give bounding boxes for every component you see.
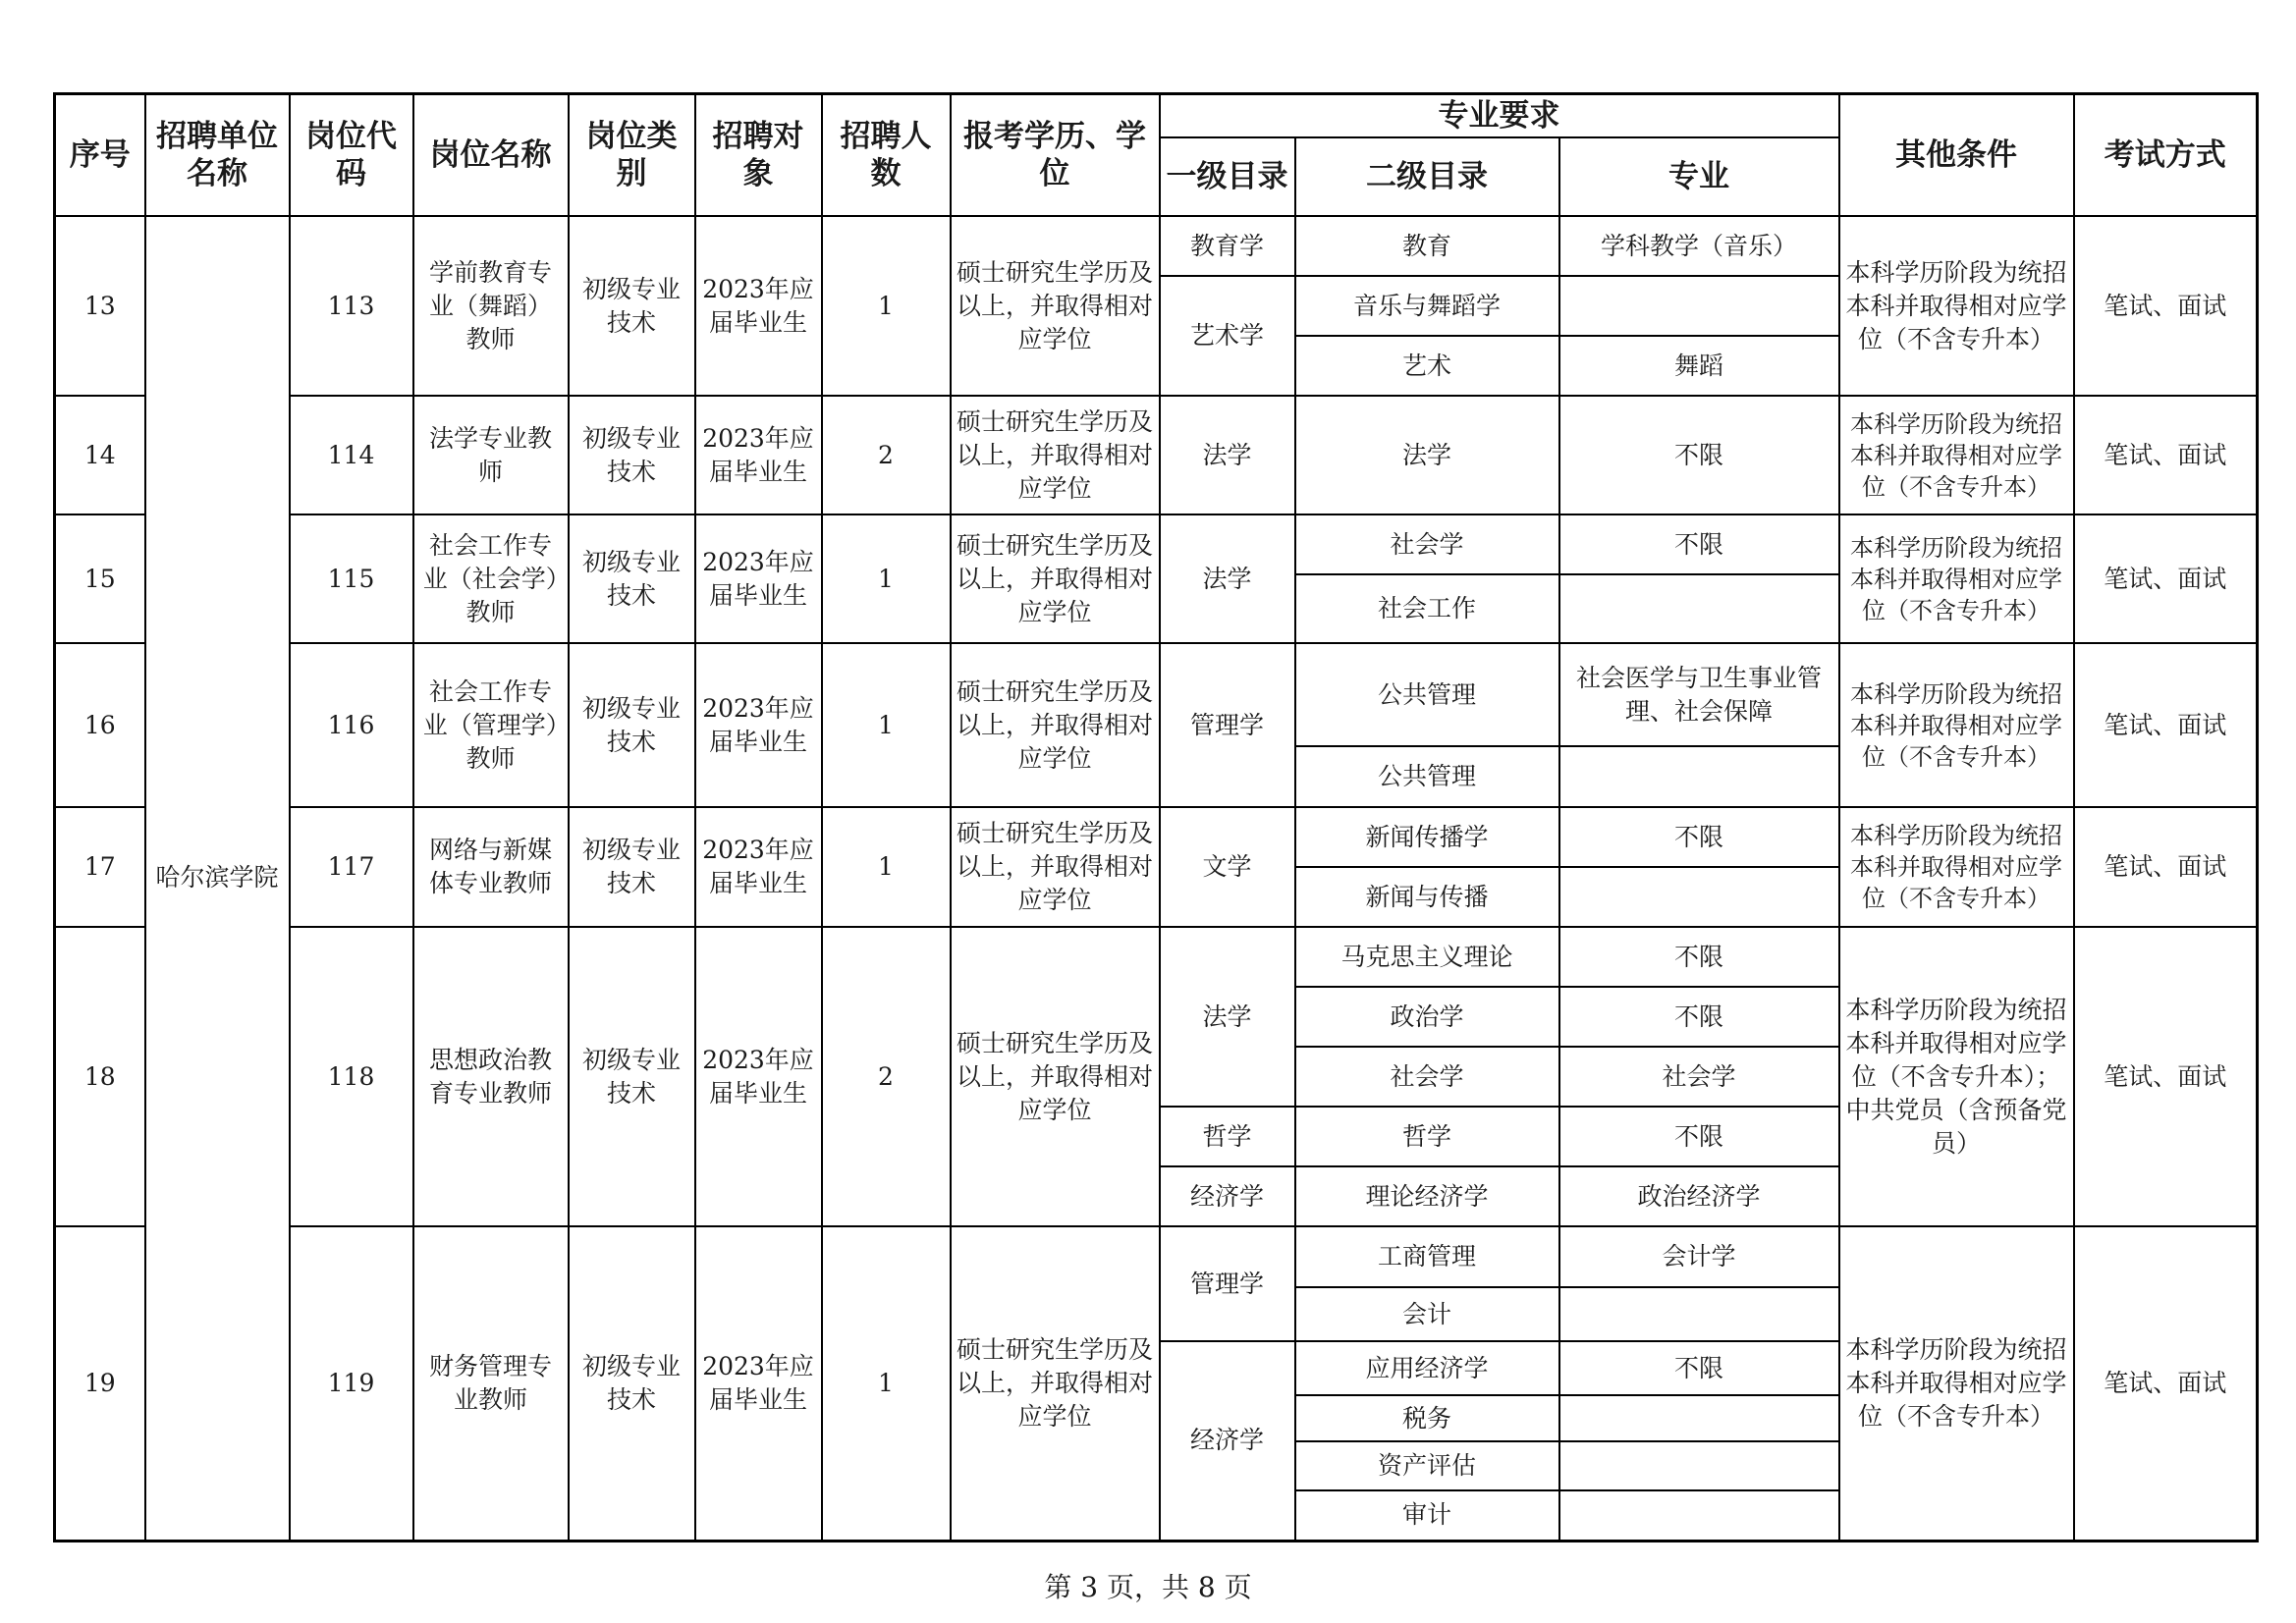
major-cell: 不限 <box>1559 1341 1839 1395</box>
level2-cell: 税务 <box>1295 1395 1559 1441</box>
target-cell: 2023年应届毕业生 <box>695 807 822 927</box>
level2-cell: 应用经济学 <box>1295 1341 1559 1395</box>
header-exam: 考试方式 <box>2074 94 2258 217</box>
level2-cell: 社会学 <box>1295 514 1559 574</box>
count-cell: 2 <box>822 396 951 514</box>
major-cell: 不限 <box>1559 927 1839 987</box>
education-cell: 硕士研究生学历及以上，并取得相对应学位 <box>951 927 1160 1226</box>
code-cell: 115 <box>290 514 413 643</box>
position-name-cell: 法学专业教师 <box>413 396 569 514</box>
level2-cell: 会计 <box>1295 1287 1559 1341</box>
position-name-cell: 财务管理专业教师 <box>413 1226 569 1541</box>
header-code: 岗位代码 <box>290 94 413 217</box>
header-education: 报考学历、学位 <box>951 94 1160 217</box>
count-cell: 1 <box>822 807 951 927</box>
other-cell: 本科学历阶段为统招本科并取得相对应学位（不含专升本） <box>1839 396 2074 514</box>
other-cell: 本科学历阶段为统招本科并取得相对应学位（不含专升本） <box>1839 1226 2074 1541</box>
major-cell: 会计学 <box>1559 1226 1839 1287</box>
target-cell: 2023年应届毕业生 <box>695 927 822 1226</box>
exam-cell: 笔试、面试 <box>2074 514 2258 643</box>
level2-cell: 音乐与舞蹈学 <box>1295 276 1559 336</box>
count-cell: 1 <box>822 514 951 643</box>
level2-cell: 公共管理 <box>1295 746 1559 807</box>
table-row <box>55 396 2258 514</box>
unit-cell: 哈尔滨学院 <box>145 216 290 1541</box>
major-cell <box>1559 1287 1839 1341</box>
level1-cell: 经济学 <box>1160 1166 1295 1226</box>
level1-cell: 法学 <box>1160 927 1295 1107</box>
target-cell: 2023年应届毕业生 <box>695 1226 822 1541</box>
major-cell <box>1559 746 1839 807</box>
seq-cell: 14 <box>55 396 145 514</box>
table-row <box>55 927 2258 987</box>
level2-cell: 新闻传播学 <box>1295 807 1559 867</box>
level2-cell: 法学 <box>1295 396 1559 514</box>
major-cell <box>1559 867 1839 927</box>
major-cell <box>1559 276 1839 336</box>
count-cell: 1 <box>822 216 951 396</box>
target-cell: 2023年应届毕业生 <box>695 643 822 807</box>
level1-cell: 经济学 <box>1160 1341 1295 1541</box>
level2-cell: 马克思主义理论 <box>1295 927 1559 987</box>
category-cell: 初级专业技术 <box>569 1226 695 1541</box>
level2-cell: 公共管理 <box>1295 643 1559 746</box>
job-table <box>53 92 2259 1542</box>
level2-cell: 社会学 <box>1295 1047 1559 1107</box>
page-footer: 第 3 页，共 8 页 <box>1044 1571 1252 1603</box>
level2-cell: 工商管理 <box>1295 1226 1559 1287</box>
header-other: 其他条件 <box>1839 94 2074 217</box>
education-cell: 硕士研究生学历及以上，并取得相对应学位 <box>951 216 1160 396</box>
position-name-cell: 思想政治教育专业教师 <box>413 927 569 1226</box>
other-cell: 本科学历阶段为统招本科并取得相对应学位（不含专升本） <box>1839 514 2074 643</box>
education-cell: 硕士研究生学历及以上，并取得相对应学位 <box>951 396 1160 514</box>
major-cell <box>1559 574 1839 643</box>
category-cell: 初级专业技术 <box>569 514 695 643</box>
count-cell: 1 <box>822 1226 951 1541</box>
education-cell: 硕士研究生学历及以上，并取得相对应学位 <box>951 807 1160 927</box>
job-table-sheet <box>53 92 2256 1542</box>
level1-cell: 法学 <box>1160 514 1295 643</box>
position-name-cell: 学前教育专业（舞蹈）教师 <box>413 216 569 396</box>
code-cell: 118 <box>290 927 413 1226</box>
category-cell: 初级专业技术 <box>569 216 695 396</box>
header-level2: 二级目录 <box>1295 137 1559 216</box>
major-cell <box>1559 1395 1839 1441</box>
table-row <box>55 1226 2258 1287</box>
level2-cell: 审计 <box>1295 1490 1559 1541</box>
code-cell: 119 <box>290 1226 413 1541</box>
seq-cell: 15 <box>55 514 145 643</box>
exam-cell: 笔试、面试 <box>2074 1226 2258 1541</box>
level2-cell: 教育 <box>1295 216 1559 276</box>
exam-cell: 笔试、面试 <box>2074 396 2258 514</box>
seq-cell: 19 <box>55 1226 145 1541</box>
position-name-cell: 社会工作专业（管理学）教师 <box>413 643 569 807</box>
level1-cell: 哲学 <box>1160 1107 1295 1166</box>
level2-cell: 艺术 <box>1295 336 1559 396</box>
level2-cell: 资产评估 <box>1295 1441 1559 1490</box>
major-cell: 社会学 <box>1559 1047 1839 1107</box>
category-cell: 初级专业技术 <box>569 927 695 1226</box>
education-cell: 硕士研究生学历及以上，并取得相对应学位 <box>951 514 1160 643</box>
level1-cell: 文学 <box>1160 807 1295 927</box>
major-cell: 不限 <box>1559 1107 1839 1166</box>
position-name-cell: 网络与新媒体专业教师 <box>413 807 569 927</box>
major-cell: 社会医学与卫生事业管理、社会保障 <box>1559 643 1839 746</box>
exam-cell: 笔试、面试 <box>2074 807 2258 927</box>
major-cell: 不限 <box>1559 987 1839 1047</box>
header-major-requirement: 专业要求 <box>1160 94 1839 138</box>
major-cell: 学科教学（音乐） <box>1559 216 1839 276</box>
other-cell: 本科学历阶段为统招本科并取得相对应学位（不含专升本）；中共党员（含预备党员） <box>1839 927 2074 1226</box>
major-cell <box>1559 1441 1839 1490</box>
table-row <box>55 514 2258 574</box>
header-target: 招聘对象 <box>695 94 822 217</box>
target-cell: 2023年应届毕业生 <box>695 216 822 396</box>
major-cell: 不限 <box>1559 396 1839 514</box>
level1-cell: 管理学 <box>1160 1226 1295 1341</box>
level2-cell: 政治学 <box>1295 987 1559 1047</box>
seq-cell: 18 <box>55 927 145 1226</box>
target-cell: 2023年应届毕业生 <box>695 514 822 643</box>
level2-cell: 社会工作 <box>1295 574 1559 643</box>
level1-cell: 艺术学 <box>1160 276 1295 396</box>
other-cell: 本科学历阶段为统招本科并取得相对应学位（不含专升本） <box>1839 216 2074 396</box>
header-count: 招聘人数 <box>822 94 951 217</box>
category-cell: 初级专业技术 <box>569 396 695 514</box>
education-cell: 硕士研究生学历及以上，并取得相对应学位 <box>951 1226 1160 1541</box>
seq-cell: 17 <box>55 807 145 927</box>
category-cell: 初级专业技术 <box>569 807 695 927</box>
seq-cell: 13 <box>55 216 145 396</box>
code-cell: 117 <box>290 807 413 927</box>
level1-cell: 法学 <box>1160 396 1295 514</box>
other-cell: 本科学历阶段为统招本科并取得相对应学位（不含专升本） <box>1839 643 2074 807</box>
header-row-1 <box>55 94 2258 138</box>
header-category: 岗位类别 <box>569 94 695 217</box>
target-cell: 2023年应届毕业生 <box>695 396 822 514</box>
code-cell: 114 <box>290 396 413 514</box>
header-name: 岗位名称 <box>413 94 569 217</box>
code-cell: 113 <box>290 216 413 396</box>
level1-cell: 教育学 <box>1160 216 1295 276</box>
other-cell: 本科学历阶段为统招本科并取得相对应学位（不含专升本） <box>1839 807 2074 927</box>
exam-cell: 笔试、面试 <box>2074 643 2258 807</box>
table-row <box>55 643 2258 746</box>
level2-cell: 哲学 <box>1295 1107 1559 1166</box>
major-cell: 不限 <box>1559 807 1839 867</box>
major-cell <box>1559 1490 1839 1541</box>
header-unit: 招聘单位名称 <box>145 94 290 217</box>
table-row <box>55 807 2258 867</box>
major-cell: 舞蹈 <box>1559 336 1839 396</box>
header-level1: 一级目录 <box>1160 137 1295 216</box>
table-row <box>55 216 2258 276</box>
education-cell: 硕士研究生学历及以上，并取得相对应学位 <box>951 643 1160 807</box>
major-cell: 政治经济学 <box>1559 1166 1839 1226</box>
position-name-cell: 社会工作专业（社会学）教师 <box>413 514 569 643</box>
exam-cell: 笔试、面试 <box>2074 927 2258 1226</box>
count-cell: 1 <box>822 643 951 807</box>
level1-cell: 管理学 <box>1160 643 1295 807</box>
level2-cell: 新闻与传播 <box>1295 867 1559 927</box>
seq-cell: 16 <box>55 643 145 807</box>
exam-cell: 笔试、面试 <box>2074 216 2258 396</box>
count-cell: 2 <box>822 927 951 1226</box>
category-cell: 初级专业技术 <box>569 643 695 807</box>
level2-cell: 理论经济学 <box>1295 1166 1559 1226</box>
major-cell: 不限 <box>1559 514 1839 574</box>
header-major: 专业 <box>1559 137 1839 216</box>
header-seq: 序号 <box>55 94 145 217</box>
code-cell: 116 <box>290 643 413 807</box>
